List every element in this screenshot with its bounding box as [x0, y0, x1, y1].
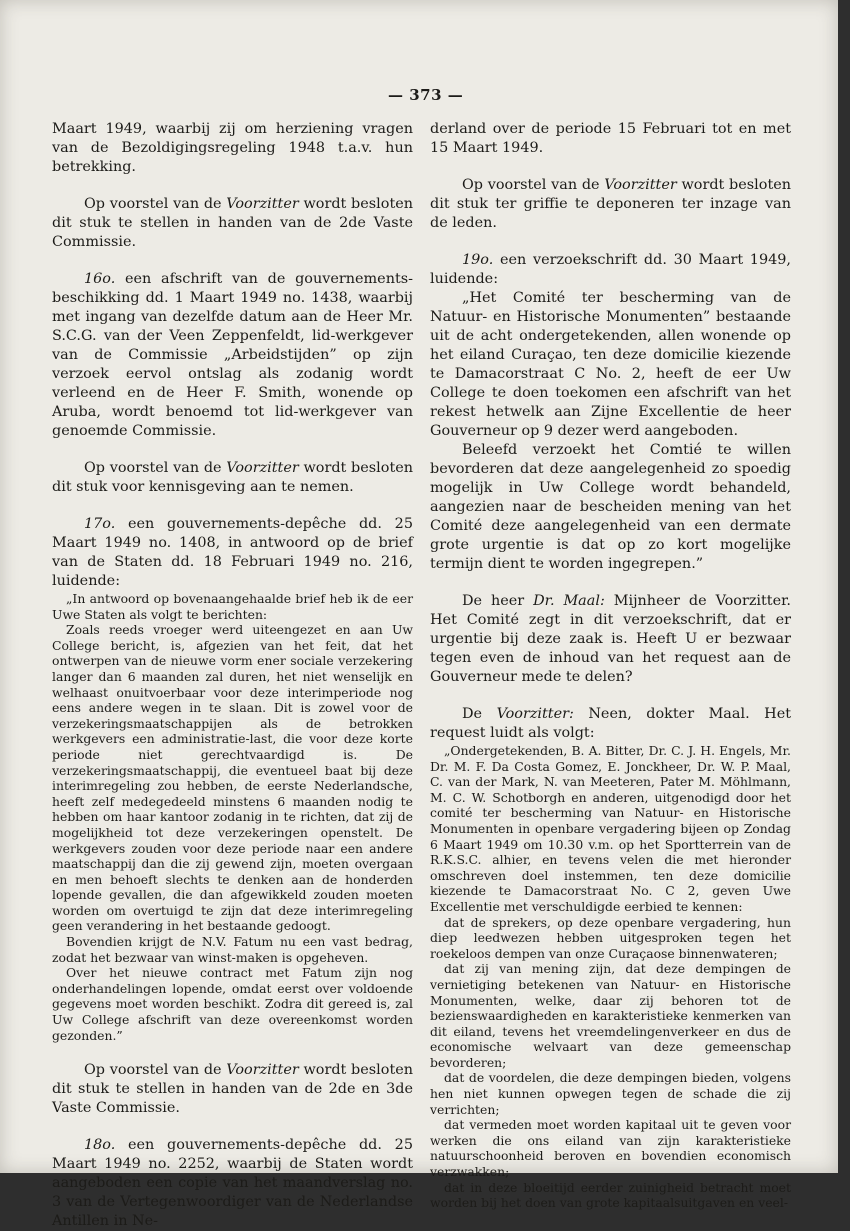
request-paragraph-4: dat de voordelen, die deze dempingen bieden, volgens hen niet kunnen opwegen tegen de schade die zij verrichten;	[430, 1070, 791, 1117]
request-paragraph-1: „Ondergetekenden, B. A. Bitter, Dr. C. J. H. Engels, Mr. Dr. M. F. Da Costa Gomez, E. Jonckheer, Dr. W. P. Maal, C. van der Mark, N. van Meeteren, Pater M. Möhlmann, M. C. W. Schotborgh en anderen, uitgenodigd door het comité ter bescherming van Natuur- en Historische Monumenten in openbare vergadering bijeen op Zondag 6 Maart 1949 om 10.30 v.m. op het Sportterrein van de R.K.S.C. alhier, en tevens velen die met hieronder omschreven doel instemmen, ten deze domicilie kiezende te Damacorstraat No. C 2, geven Uwe Excellentie met verschuldigde eerbied te kennen:	[430, 743, 791, 914]
request-paragraph-5: dat vermeden moet worden kapitaal uit te geven voor werken die ons eiland van zijn karakteristieke natuurschoonheid beroven en bovendien economisch verzwakken;	[430, 1117, 791, 1180]
request-paragraph-2: dat de sprekers, op deze openbare vergadering, hun diep leedwezen hebben uitgesproken tegen het roekeloos dempen van onze Curaçaose binnenwateren;	[430, 914, 791, 961]
voorzitter-remark: De Voorzitter: Neen, dokter Maal. Het request luidt als volgt:	[430, 706, 791, 741]
dr-maal-remark: De heer Dr. Maal: Mijnheer de Voorzitter. Het Comité zegt in dit verzoekschrift, dat er urgentie bij deze zaak is. Heeft U er bezwaar tegen even de inhoud van het request aan de Gouverneur mede te delen?	[430, 593, 791, 685]
page-number: — 373 —	[388, 86, 464, 104]
petition-paragraph-2: Beleefd verzoekt het Comtié te willen bevorderen dat deze aangelegenheid zo spoedig mogelijk in Uw College wordt behandeld, aangezien naar de bescheiden mening van het Comité deze aangelegenheid van een dermate grote urgentie is dat op zo kort mogelijke termijn dient te worden ingegrepen.”	[430, 442, 791, 572]
quote-paragraph-2: Zoals reeds vroeger werd uiteengezet en aan Uw College bericht, is, afgezien van het feit, dat het ontwerpen van de nieuwe vorm ener sociale verzekering langer dan 6 maanden zal duren, het niet wenselijk en welhaast onuitvoerbaar voor deze interimperiode nog eens andere wegen in te slaan. Dit is zowel voor de verzekeringsmaatschappijen als de betrokken werkgevers een administratie-last, die voor deze korte periode niet gerechtvaardigd is. De verzekeringsmaatschappij, die eventueel baat bij deze interimregeling zou hebben, de eerste Nederlandsche, heeft zelf medegedeeld minstens 6 maanden nodig te hebben om haar kantoor zodanig in te richten, dat zij de mogelijkheid tot deze verzekeringen openstelt. De werkgevers zouden voor deze periode naar een andere maatschappij dan die zij gewend zijn, moeten overgaan en men behoeft slechts te denken aan de honderden lopende gevallen, die dan afgewikkeld zouden moeten worden om overtuigd te zijn dat deze interimregeling geen verandering in het bestaande gedoogt.	[52, 622, 413, 934]
left-item-16: 16o. een afschrift van de gouvernements-beschikking dd. 1 Maart 1949 no. 1438, waarbij met ingang van dezelfde datum aan de Heer Mr. S.C.G. van der Veen Zeppenfeldt, lid-werkgever van de Commissie „Arbeidstijden” op zijn verzoek eervol ontslag als zodanig wordt verleend en de Heer F. Smith, wonende op Aruba, wordt benoemd tot lid-werkgever van genoemde Commissie.	[52, 271, 413, 439]
right-column	[430, 120, 791, 1211]
quote-paragraph-4: Over het nieuwe contract met Fatum zijn nog onderhandelingen lopende, omdat eerst over voldoende gegevens moet worden beschikt. Zodra dit gereed is, zal Uw College afschrift van deze overeenkomst worden gezonden.”	[52, 965, 413, 1043]
left-item-17: 17o. een gouvernements-depêche dd. 25 Maart 1949 no. 1408, in antwoord op de brief van de Staten dd. 18 Februari 1949 no. 216, luidende:	[52, 516, 413, 589]
left-column	[52, 120, 413, 1231]
right-item-19: 19o. een verzoekschrift dd. 30 Maart 1949, luidende:	[430, 252, 791, 287]
petition-paragraph-1: „Het Comité ter bescherming van de Natuur- en Historische Monumenten” bestaande uit de acht ondergetekenden, allen wonende op het eiland Curaçao, ten deze domicilie kiezende te Damacorstraat C No. 2, heeft de eer Uw College te doen toekomen een afschrift van het rekest hetwelk aan Zijne Excellentie de heer Gouverneur op 9 dezer werd aangeboden.	[430, 290, 791, 439]
request-paragraph-3: dat zij van mening zijn, dat deze dempingen de vernietiging betekenen van Natuur- en Historische Monumenten, welke, daar zij behoren tot de bezienswaardigheden en karakteristieke kenmerken van dit eiland, tevens het vreemdelingenverkeer en dus de economische welvaart van deze gemeenschap bevorderen;	[430, 961, 791, 1070]
left-paragraph-6: Op voorstel van de Voorzitter wordt besloten dit stuk te stellen in handen van de 2de en 3de Vaste Commissie.	[52, 1062, 414, 1117]
request-paragraph-6: dat in deze bloeitijd eerder zuinigheid betracht moet worden bij het doen van grote kapitaalsuitgaven en veel-	[430, 1179, 791, 1211]
right-paragraph-2: Op voorstel van de Voorzitter wordt besloten dit stuk ter griffie te deponeren ter inzage van de leden.	[430, 177, 792, 231]
left-paragraph-4: Op voorstel van de Voorzitter wordt besloten dit stuk voor kennisgeving aan te nemen.	[52, 460, 414, 495]
left-item-18: 18o. een gouvernements-depêche dd. 25 Maart 1949 no. 2252, waarbij de Staten wordt aangeboden een copie van het maandverslag no. 3 van de Vertegenwoordiger van de Nederlandse Antillen in Ne-	[52, 1137, 413, 1230]
quote-paragraph-1: „In antwoord op bovenaangehaalde brief heb ik de eer Uwe Staten als volgt te berichten:	[52, 591, 413, 622]
right-paragraph-1: derland over de periode 15 Februari tot en met 15 Maart 1949.	[430, 121, 791, 156]
left-paragraph-2: Op voorstel van de Voorzitter wordt besloten dit stuk te stellen in handen van de 2de Vaste Commissie.	[52, 196, 414, 250]
quote-paragraph-3: Bovendien krijgt de N.V. Fatum nu een vast bedrag, zodat het bezwaar van winst-maken is opgeheven.	[52, 934, 413, 965]
left-paragraph-1: Maart 1949, waarbij zij om herziening vragen van de Bezoldigingsregeling 1948 t.a.v. hun betrekking.	[52, 121, 413, 175]
